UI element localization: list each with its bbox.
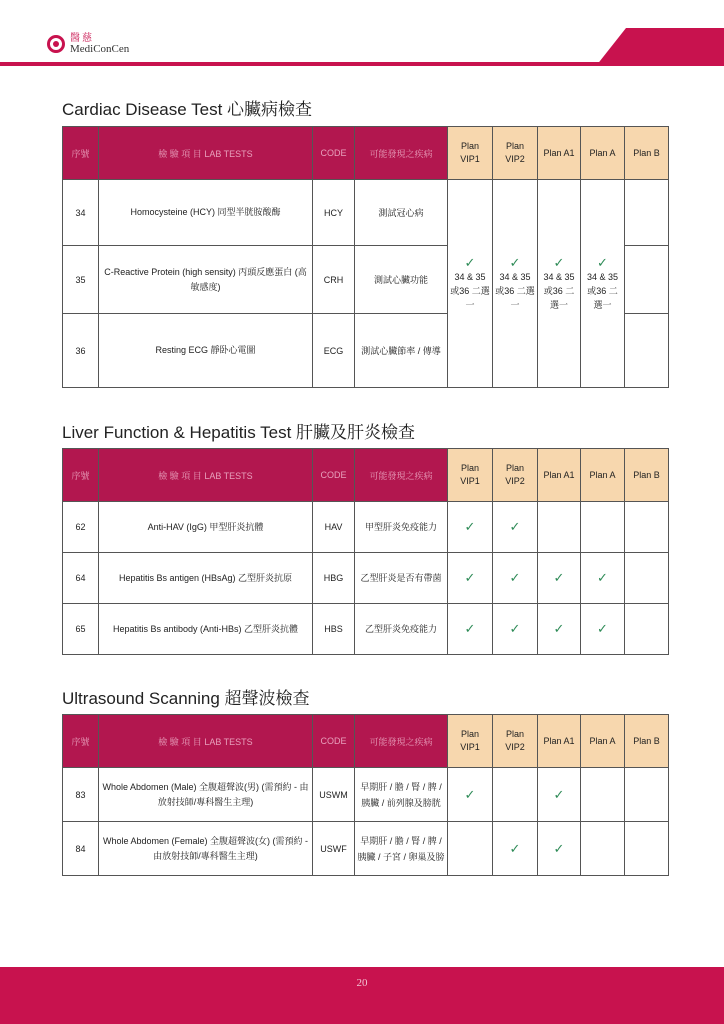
row-note: 測試心臟功能 <box>355 246 448 314</box>
row-code: HCY <box>313 180 355 246</box>
check-icon: ✓ <box>597 254 608 270</box>
row-note: 測試心臟節率 / 傳導 <box>355 314 448 388</box>
logo-icon <box>47 35 65 53</box>
col-plan-b: Plan B <box>625 127 669 180</box>
check-icon: ✓ <box>464 254 476 270</box>
col-findings: 可能發現之疾病 <box>355 449 448 502</box>
check-icon: ✓ <box>538 768 581 822</box>
row-no: 83 <box>63 768 99 822</box>
row-note: 早期肝 / 膽 / 腎 / 脾 /胰臟 / 前列腺及膀胱 <box>355 768 448 822</box>
check-icon: ✓ <box>448 553 493 604</box>
row-test: C-Reactive Protein (high sensity) 丙頭反應蛋白 (高敏感度) <box>99 246 313 314</box>
check-icon: ✓ <box>509 254 521 270</box>
check-icon: ✓ <box>493 553 538 604</box>
col-plan-a: Plan A <box>581 715 625 768</box>
row-code: CRH <box>313 246 355 314</box>
row-no: 65 <box>63 604 99 655</box>
logo-cn: 醫慈 <box>70 33 94 44</box>
footer-band <box>0 967 724 1024</box>
col-plan-a1: Plan A1 <box>538 715 581 768</box>
table-row <box>63 502 669 553</box>
row-note: 測試冠心病 <box>355 180 448 246</box>
row-test: Hepatitis Bs antigen (HBsAg) 乙型肝炎抗原 <box>99 553 313 604</box>
col-seq: 序號 <box>63 127 99 180</box>
check-icon: ✓ <box>493 604 538 655</box>
check-icon: ✓ <box>538 822 581 876</box>
check-icon: ✓ <box>581 604 625 655</box>
plan-b-cell <box>625 180 669 246</box>
row-code: HBG <box>313 553 355 604</box>
section-title-liver: Liver Function & Hepatitis Test 肝臟及肝炎檢查 <box>62 423 416 442</box>
col-code: CODE <box>313 715 355 768</box>
cardiac-table <box>62 126 669 388</box>
row-code: HAV <box>313 502 355 553</box>
header-accent <box>596 28 724 66</box>
col-plan-vip2: Plan VIP2 <box>493 127 538 180</box>
check-icon: ✓ <box>581 553 625 604</box>
col-seq: 序號 <box>63 715 99 768</box>
col-plan-vip1: Plan VIP1 <box>448 127 493 180</box>
row-test: Hepatitis Bs antibody (Anti-HBs) 乙型肝炎抗體 <box>99 604 313 655</box>
row-test: Whole Abdomen (Female) 全腹超聲波(女) (需預約 - 由放射技師/專科醫生主理) <box>99 822 313 876</box>
col-plan-a1: Plan A1 <box>538 449 581 502</box>
check-icon: ✓ <box>448 604 493 655</box>
section-title-ultrasound: Ultrasound Scanning 超聲波檢查 <box>62 689 310 708</box>
row-no: 34 <box>63 180 99 246</box>
row-code: HBS <box>313 604 355 655</box>
col-plan-b: Plan B <box>625 449 669 502</box>
col-tests: 檢 驗 項 目 LAB TESTS <box>99 449 313 502</box>
col-plan-vip1: Plan VIP1 <box>448 449 493 502</box>
row-no: 35 <box>63 246 99 314</box>
row-test: Resting ECG 靜卧心電圖 <box>99 314 313 388</box>
table-row <box>63 822 669 876</box>
col-plan-b: Plan B <box>625 715 669 768</box>
col-seq: 序號 <box>63 449 99 502</box>
check-icon: ✓ <box>493 502 538 553</box>
check-icon: ✓ <box>448 502 493 553</box>
check-icon: ✓ <box>493 822 538 876</box>
row-no: 84 <box>63 822 99 876</box>
col-tests: 檢 驗 項 目 LAB TESTS <box>99 127 313 180</box>
row-note: 乙型肝炎免疫能力 <box>355 604 448 655</box>
ultrasound-table <box>62 714 669 876</box>
row-test: Homocysteine (HCY) 同型半胱胺酸酶 <box>99 180 313 246</box>
row-note: 早期肝 / 膽 / 腎 / 脾 /胰臟 / 子宮 / 卵巢及膀 <box>355 822 448 876</box>
col-code: CODE <box>313 127 355 180</box>
logo-en: MediConCen <box>70 43 130 55</box>
check-icon: ✓ <box>538 553 581 604</box>
table-row <box>63 768 669 822</box>
row-note: 甲型肝炎免疫能力 <box>355 502 448 553</box>
table-row <box>63 604 669 655</box>
check-icon: ✓ <box>448 768 493 822</box>
liver-table <box>62 448 669 655</box>
col-findings: 可能發現之疾病 <box>355 715 448 768</box>
table-row <box>63 553 669 604</box>
table-header-row <box>63 449 669 502</box>
row-code: USWF <box>313 822 355 876</box>
plan-vip2-cell: ✓ 34 & 35 或36 二選一 <box>493 180 538 388</box>
section-title-cardiac: Cardiac Disease Test 心臟病檢查 <box>62 100 313 119</box>
col-plan-a: Plan A <box>581 449 625 502</box>
plan-b-cell <box>625 314 669 388</box>
col-plan-a: Plan A <box>581 127 625 180</box>
row-test: Anti-HAV (IgG) 甲型肝炎抗體 <box>99 502 313 553</box>
plan-vip1-cell: ✓ 34 & 35 或36 二選一 <box>448 180 493 388</box>
row-test: Whole Abdomen (Male) 全腹超聲波(男) (需預約 - 由放射技師/專科醫生主理) <box>99 768 313 822</box>
table-header-row <box>63 715 669 768</box>
plan-a1-cell: ✓ 34 & 35 或36 二選一 <box>538 180 581 388</box>
row-no: 36 <box>63 314 99 388</box>
col-code: CODE <box>313 449 355 502</box>
row-code: ECG <box>313 314 355 388</box>
plan-a-cell: ✓ 34 & 35 或36 二選一 <box>581 180 625 388</box>
check-icon: ✓ <box>553 254 565 270</box>
col-plan-vip2: Plan VIP2 <box>493 715 538 768</box>
plan-b-cell <box>625 246 669 314</box>
row-code: USWM <box>313 768 355 822</box>
col-tests: 檢 驗 項 目 LAB TESTS <box>99 715 313 768</box>
col-findings: 可能發現之疾病 <box>355 127 448 180</box>
logo <box>47 33 129 55</box>
row-note: 乙型肝炎是否有帶菌 <box>355 553 448 604</box>
table-header-row <box>63 127 669 180</box>
col-plan-vip2: Plan VIP2 <box>493 449 538 502</box>
col-plan-vip1: Plan VIP1 <box>448 715 493 768</box>
page-number: 20 <box>356 977 368 989</box>
row-no: 64 <box>63 553 99 604</box>
table-row <box>63 180 669 246</box>
row-no: 62 <box>63 502 99 553</box>
col-plan-a1: Plan A1 <box>538 127 581 180</box>
check-icon: ✓ <box>538 604 581 655</box>
